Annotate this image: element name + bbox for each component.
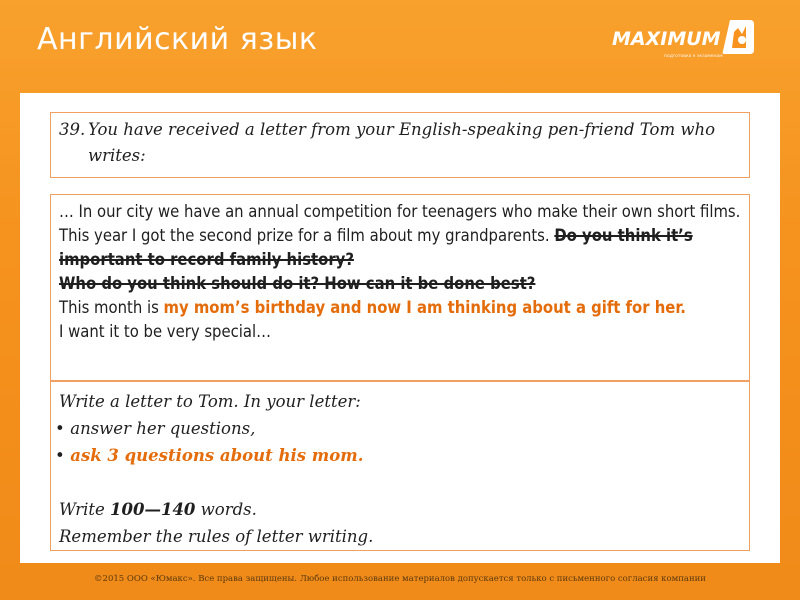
letter-month-line	[59, 296, 741, 320]
content-panel	[20, 93, 780, 563]
task-text: You have received a letter from your English-speaking pen-friend Tom who writes:	[88, 120, 716, 165]
maximum-logo-icon	[720, 18, 756, 58]
instruction-box	[50, 381, 750, 551]
letter-question-1: Do you think it’s important to record family history?	[59, 226, 693, 269]
bullet-icon: •	[55, 446, 65, 465]
brand-logo	[612, 18, 762, 70]
letter-question-2: Who do you think should do it? How can it be done best?	[59, 274, 536, 293]
instruction-word-count	[59, 496, 749, 523]
instruction-bullet-2	[55, 442, 749, 469]
instruction-intro: Write a letter to Tom. In your letter:	[59, 392, 361, 411]
instruction-bullet-2-text: ask 3 questions about his mom.	[70, 446, 364, 465]
letter-closing: I want it to be very special…	[59, 322, 271, 341]
copyright-footer: ©2015 ООО «Юмакс». Все права защищены. Любое использование материалов допускается только с письменного согласия компании	[94, 574, 706, 584]
instruction-spacer	[59, 469, 749, 496]
instruction-bullet-1-text: answer her questions,	[70, 419, 256, 438]
task-box	[50, 112, 750, 178]
letter-month-highlight: my mom’s birthday and now I am thinking about a gift for her.	[163, 298, 686, 317]
task-number: 39.	[59, 120, 86, 139]
letter-box	[50, 194, 750, 381]
page-title: Английский язык	[37, 22, 318, 57]
bullet-icon: •	[55, 419, 65, 438]
instruction-bullet-1	[55, 415, 749, 442]
letter-paragraph	[59, 200, 741, 272]
word-count-suffix: words.	[195, 500, 257, 519]
letter-month-prefix: This month is	[59, 298, 164, 317]
logo-text: MAXIMUM	[612, 28, 721, 50]
word-count-value: 100—140	[110, 500, 196, 519]
instruction-remember: Remember the rules of letter writing.	[59, 527, 374, 546]
letter-intro: … In our city we have an annual competition for teenagers who make their own short films. This year I got the second prize for a film about my grandparents.	[59, 202, 741, 245]
word-count-prefix: Write	[59, 500, 111, 519]
logo-subtext: подготовка к экзаменам	[664, 54, 723, 59]
